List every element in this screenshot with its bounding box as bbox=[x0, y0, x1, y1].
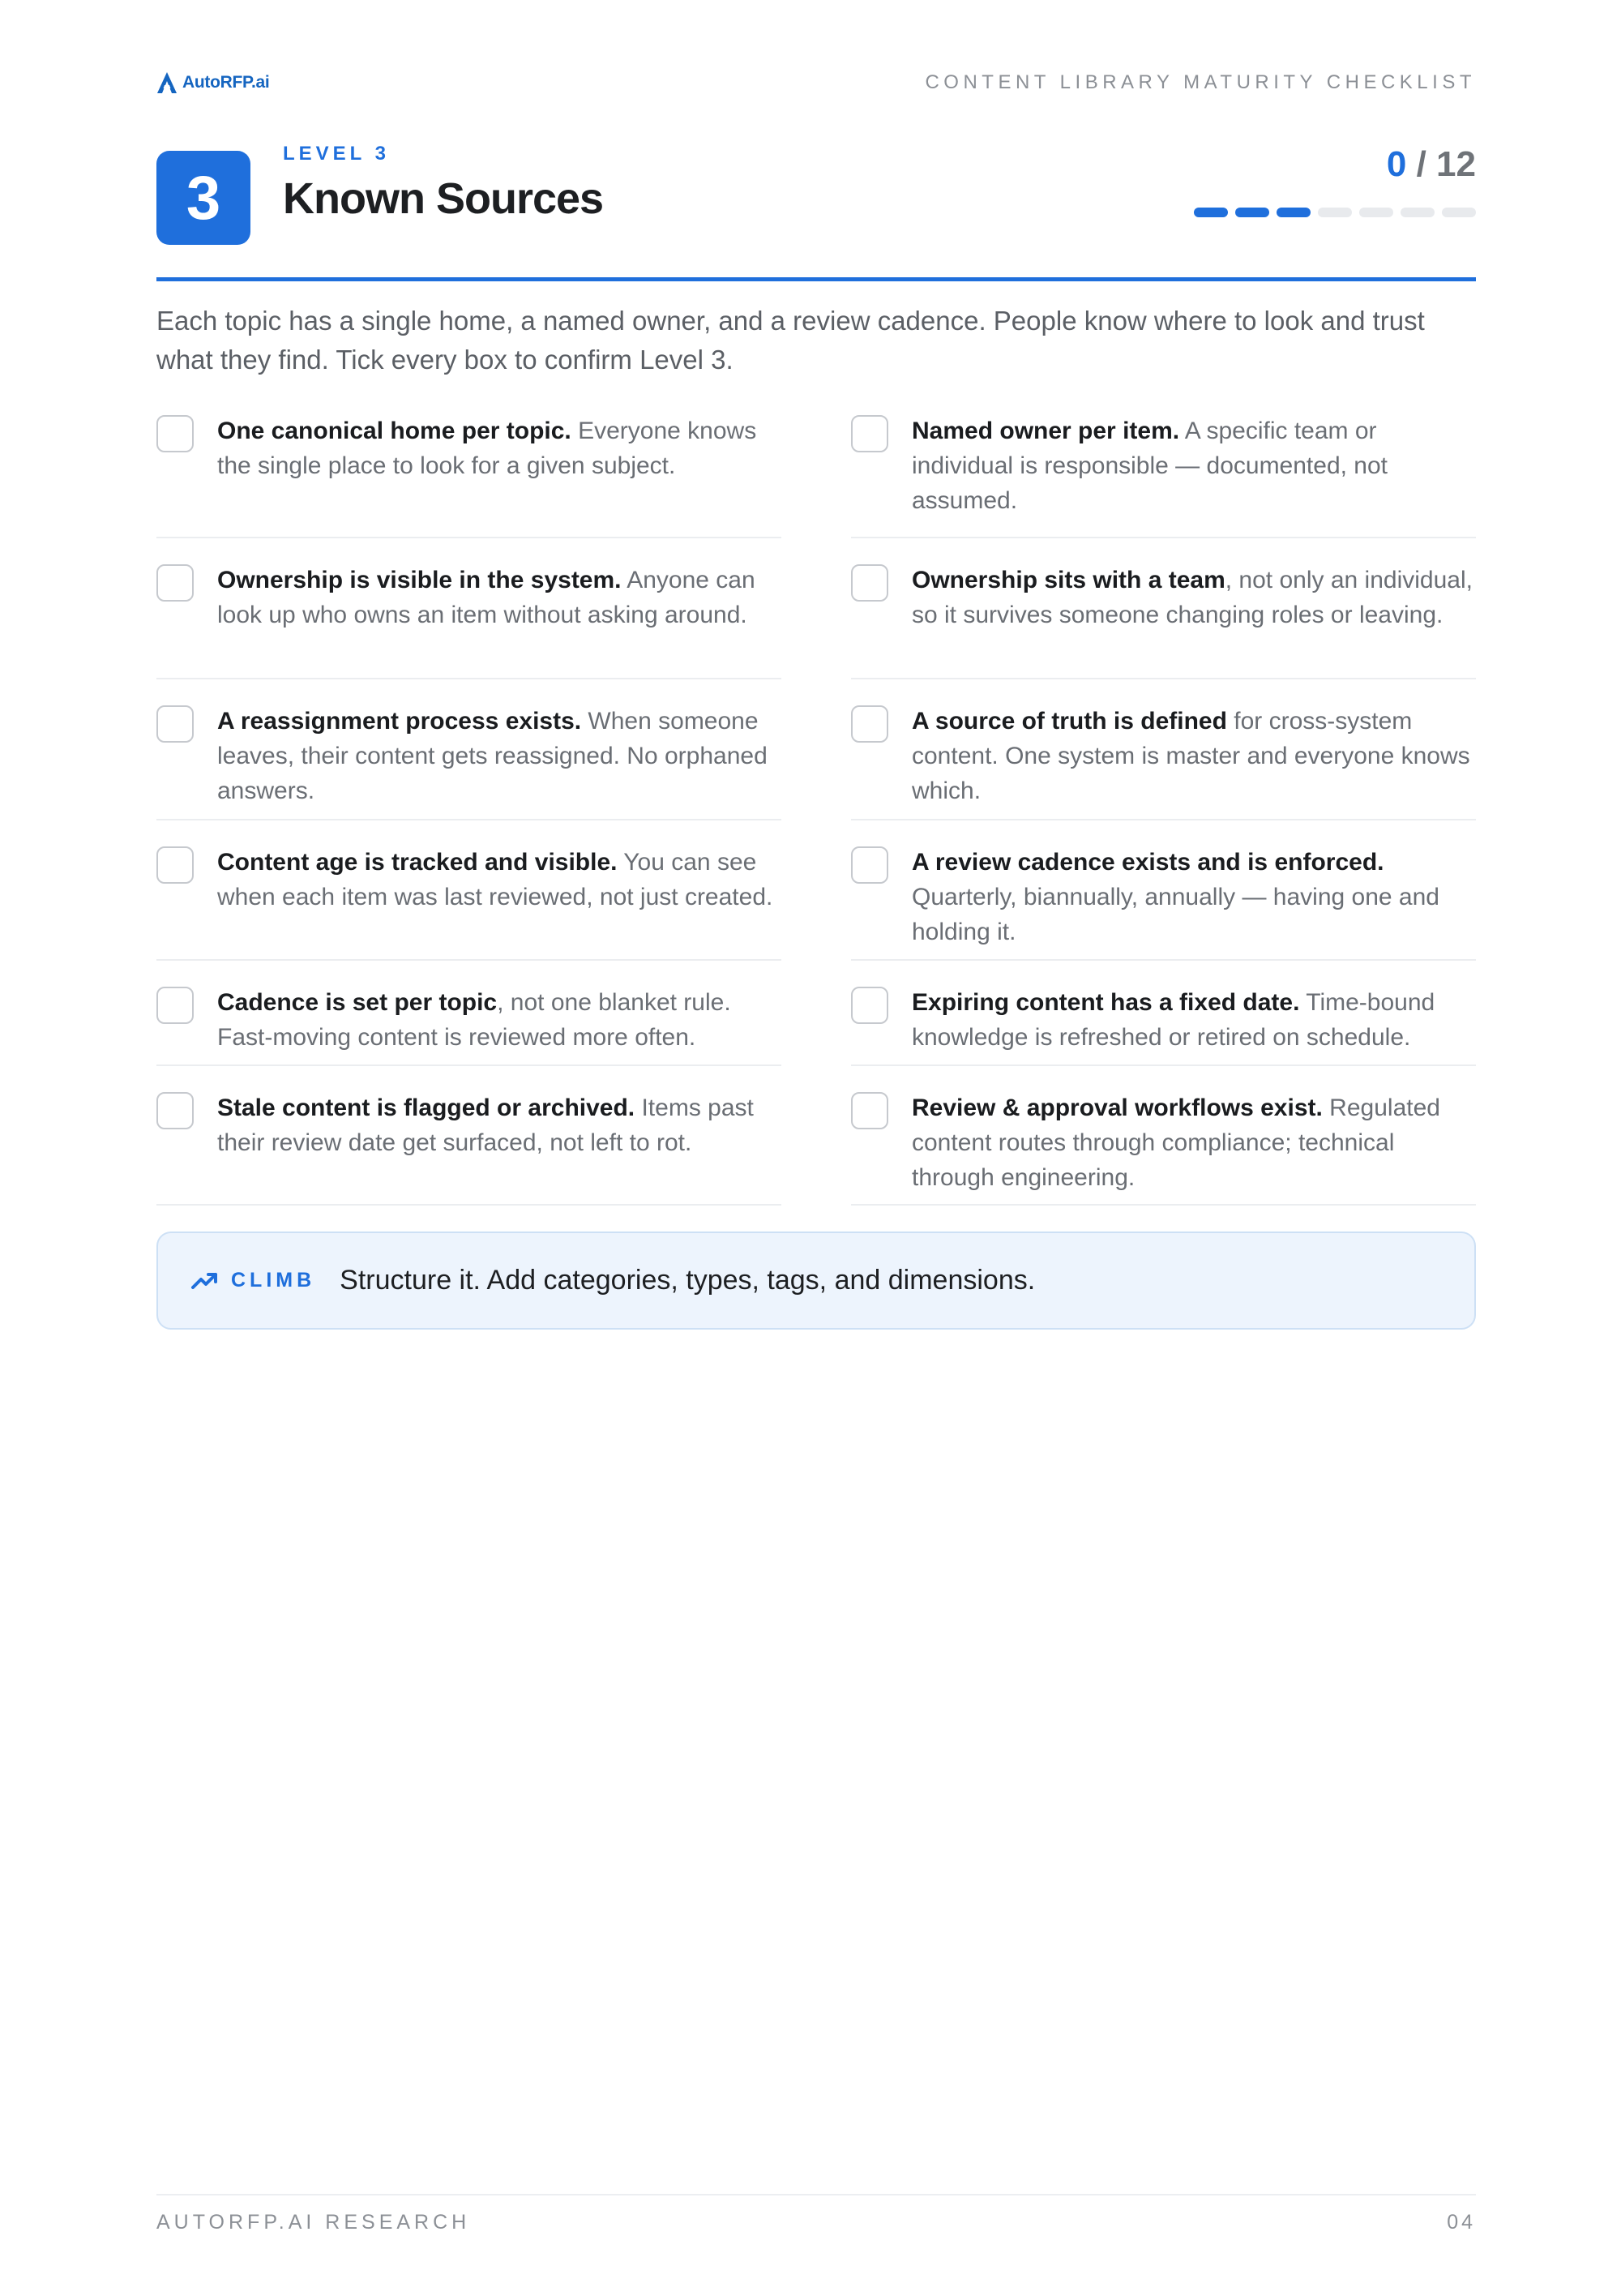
page-number: 04 bbox=[1447, 2211, 1476, 2234]
checklist-item-title: Review & approval workflows exist. bbox=[912, 1094, 1323, 1121]
checklist-item-description: Items past their review date get surfaced, not left to rot. bbox=[217, 1094, 754, 1156]
checklist-grid bbox=[156, 413, 1476, 1206]
checklist-item-description: Regulated content routes through compliance; technical through engineering. bbox=[912, 1094, 1440, 1191]
document-title: CONTENT LIBRARY MATURITY CHECKLIST bbox=[925, 71, 1476, 93]
checklist-item-text bbox=[217, 563, 781, 632]
checklist-checkbox[interactable] bbox=[156, 987, 194, 1024]
progress-segment bbox=[1401, 208, 1435, 217]
level-number-badge: 3 bbox=[156, 151, 250, 245]
checklist-item-title: Named owner per item. bbox=[912, 418, 1180, 444]
level-intro: Each topic has a single home, a named owner, and a review cadence. People know where to look and trust what they find. Tick every box to confirm Level 3. bbox=[156, 306, 1425, 375]
progress-segment bbox=[1359, 208, 1393, 217]
checked-count-total: / 12 bbox=[1406, 144, 1476, 184]
checklist-item-description: Quarterly, biannually, annually — having one and holding it. bbox=[912, 884, 1439, 945]
checklist-item bbox=[156, 820, 781, 961]
progress-segment bbox=[1235, 208, 1269, 217]
checklist-item-description: for cross-system content. One system is master and everyone knows which. bbox=[912, 708, 1470, 804]
checklist-item bbox=[851, 961, 1476, 1066]
checklist-item-description: You can see when each item was last reviewed, not just created. bbox=[217, 849, 773, 910]
checklist-item-text bbox=[912, 704, 1476, 808]
checklist-item-description: A specific team or individual is responsible — documented, not assumed. bbox=[912, 418, 1388, 514]
checklist-item-text bbox=[217, 845, 781, 915]
checklist-item-text bbox=[912, 563, 1476, 632]
footer-divider bbox=[156, 2194, 1476, 2195]
checklist-item bbox=[156, 1066, 781, 1206]
checklist-item-text bbox=[912, 985, 1476, 1055]
logo-text: AutoRFP.ai bbox=[182, 73, 270, 92]
brand-logo bbox=[156, 71, 269, 94]
checklist-item-title: A reassignment process exists. bbox=[217, 708, 582, 735]
checklist-item-text bbox=[217, 985, 781, 1055]
progress-segment bbox=[1194, 208, 1228, 217]
checklist-checkbox[interactable] bbox=[156, 846, 194, 884]
checklist-checkbox[interactable] bbox=[851, 1092, 888, 1129]
header-divider bbox=[156, 277, 1476, 281]
trending-up-icon bbox=[190, 1270, 220, 1292]
checklist-item-title: Content age is tracked and visible. bbox=[217, 849, 618, 876]
checklist-item bbox=[156, 679, 781, 820]
climb-label: CLIMB bbox=[231, 1269, 316, 1292]
checklist-checkbox[interactable] bbox=[156, 705, 194, 743]
checklist-item bbox=[851, 538, 1476, 679]
checklist-item bbox=[156, 961, 781, 1066]
checklist-item-title: Ownership is visible in the system. bbox=[217, 567, 622, 593]
checklist-item-title: A review cadence exists and is enforced. bbox=[912, 849, 1384, 876]
checklist-item-title: Ownership sits with a team bbox=[912, 567, 1225, 593]
checklist-item-title: Stale content is flagged or archived. bbox=[217, 1094, 635, 1121]
progress-segment bbox=[1277, 208, 1311, 217]
checklist-item-text bbox=[912, 413, 1476, 518]
checklist-item-description: Anyone can look up who owns an item without asking around. bbox=[217, 567, 755, 628]
checked-count bbox=[1387, 144, 1476, 185]
checklist-checkbox[interactable] bbox=[156, 415, 194, 452]
level-progress-bar bbox=[1194, 208, 1476, 217]
checklist-item-description: Time-bound knowledge is refreshed or retired on schedule. bbox=[912, 989, 1435, 1051]
level-title: Known Sources bbox=[283, 174, 604, 223]
level-label: LEVEL 3 bbox=[283, 143, 390, 165]
checklist-checkbox[interactable] bbox=[851, 987, 888, 1024]
checklist-checkbox[interactable] bbox=[851, 415, 888, 452]
checklist-item bbox=[851, 679, 1476, 820]
checklist-item-title: One canonical home per topic. bbox=[217, 418, 571, 444]
checklist-item-title: Expiring content has a fixed date. bbox=[912, 989, 1300, 1016]
checklist-item-description: When someone leaves, their content gets reassigned. No orphaned answers. bbox=[217, 708, 768, 804]
footer-source: AUTORFP.AI RESEARCH bbox=[156, 2211, 471, 2234]
climb-callout bbox=[156, 1232, 1476, 1330]
checklist-checkbox[interactable] bbox=[156, 564, 194, 602]
checklist-item-text bbox=[217, 1090, 781, 1160]
autorfp-logo-icon bbox=[156, 71, 177, 94]
page-header bbox=[156, 70, 1476, 102]
checklist-item-title: A source of truth is defined bbox=[912, 708, 1227, 735]
checklist-item bbox=[156, 413, 781, 538]
checklist-item-title: Cadence is set per topic bbox=[217, 989, 498, 1016]
checklist-item bbox=[851, 820, 1476, 961]
progress-segment bbox=[1442, 208, 1476, 217]
checklist-item bbox=[851, 1066, 1476, 1206]
progress-segment bbox=[1318, 208, 1352, 217]
checklist-checkbox[interactable] bbox=[851, 705, 888, 743]
checklist-item-description: , not one blanket rule. Fast-moving content is reviewed more often. bbox=[217, 989, 731, 1051]
checklist-checkbox[interactable] bbox=[156, 1092, 194, 1129]
climb-text: Structure it. Add categories, types, tags, and dimensions. bbox=[340, 1265, 1036, 1296]
checklist-item-text bbox=[912, 845, 1476, 949]
checklist-item-text bbox=[217, 704, 781, 808]
checklist-checkbox[interactable] bbox=[851, 564, 888, 602]
checklist-item-description: , not only an individual, so it survives someone changing roles or leaving. bbox=[912, 567, 1473, 628]
checklist-item bbox=[156, 538, 781, 679]
checked-count-value: 0 bbox=[1386, 144, 1407, 184]
checklist-item bbox=[851, 413, 1476, 538]
checklist-item-text bbox=[217, 413, 781, 483]
checklist-item-text bbox=[912, 1090, 1476, 1195]
checklist-item-description: Everyone knows the single place to look for a given subject. bbox=[217, 418, 757, 479]
checklist-checkbox[interactable] bbox=[851, 846, 888, 884]
